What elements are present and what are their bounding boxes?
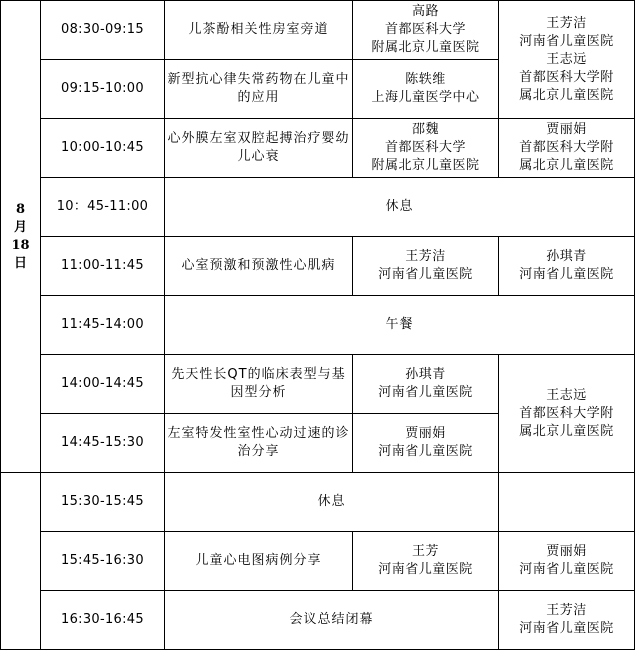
chair-name: 贾丽娟 (546, 544, 587, 559)
schedule-row (1, 119, 635, 178)
chair-affiliation: 首都医科大学附 (519, 140, 614, 155)
speaker-cell (353, 1, 499, 60)
speaker-cell (353, 237, 499, 296)
time-cell: 15:45-16:30 (41, 532, 165, 591)
date-month-number: 8 (15, 201, 26, 217)
chair-affiliation: 属北京儿童医院 (519, 423, 614, 439)
chair-affiliation: 河南省儿童医院 (519, 562, 614, 577)
time-cell: 08:30-09:15 (41, 1, 165, 60)
chair-affiliation: 首都医科大学附 (519, 405, 614, 421)
topic-cell: 先天性长QT的临床表型与基因型分析 (165, 355, 353, 414)
chair-name: 王志远 (546, 51, 587, 67)
date-cell (1, 1, 41, 473)
chair-name: 王芳洁 (546, 603, 587, 618)
break-cell: 休息 (165, 178, 635, 237)
topic-cell: 心室预激和预激性心肌病 (165, 237, 353, 296)
chair-name: 孙琪青 (546, 249, 587, 264)
chair-cell-empty (499, 473, 635, 532)
time-cell: 15:30-15:45 (41, 473, 165, 532)
chair-affiliation: 属北京儿童医院 (519, 158, 614, 173)
chair-name: 王芳洁 (546, 15, 587, 31)
speaker-affiliation: 首都医科大学 (384, 22, 466, 37)
topic-cell: 新型抗心律失常药物在儿童中的应用 (165, 60, 353, 119)
closing-cell: 会议总结闭幕 (165, 591, 499, 650)
schedule-row (1, 591, 635, 650)
chair-cell (499, 1, 635, 119)
schedule-row (1, 532, 635, 591)
date-day-char: 日 (13, 255, 27, 271)
speaker-affiliation: 附属北京儿童医院 (371, 40, 480, 55)
date-month-char: 月 (13, 219, 27, 235)
chair-affiliation: 属北京儿童医院 (519, 87, 614, 103)
schedule-row (1, 355, 635, 414)
chair-name: 贾丽娟 (546, 122, 587, 137)
chair-affiliation: 河南省儿童医院 (519, 621, 614, 636)
break-cell: 休息 (165, 473, 499, 532)
speaker-affiliation: 河南省儿童医院 (378, 562, 473, 577)
topic-cell: 儿童心电图病例分享 (165, 532, 353, 591)
topic-cell: 儿茶酚相关性房室旁道 (165, 1, 353, 60)
break-cell: 午餐 (165, 296, 635, 355)
speaker-name: 王芳 (411, 544, 439, 559)
chair-cell (499, 119, 635, 178)
schedule-row (1, 178, 635, 237)
speaker-affiliation: 首都医科大学 (384, 140, 466, 155)
time-cell: 14:00-14:45 (41, 355, 165, 414)
chair-affiliation: 首都医科大学附 (519, 69, 614, 85)
schedule-row (1, 296, 635, 355)
time-cell: 10:00-10:45 (41, 119, 165, 178)
time-cell: 11:00-11:45 (41, 237, 165, 296)
speaker-name: 孙琪青 (405, 367, 446, 382)
speaker-name: 王芳洁 (405, 249, 446, 264)
chair-cell (499, 591, 635, 650)
chair-cell (499, 532, 635, 591)
topic-cell: 心外膜左室双腔起搏治疗婴幼儿心衰 (165, 119, 353, 178)
schedule-row (1, 473, 635, 532)
speaker-cell (353, 414, 499, 473)
chair-affiliation: 河南省儿童医院 (519, 33, 614, 49)
speaker-affiliation: 附属北京儿童医院 (371, 158, 480, 173)
time-cell: 14:45-15:30 (41, 414, 165, 473)
chair-affiliation: 河南省儿童医院 (519, 267, 614, 282)
schedule-row (1, 1, 635, 60)
speaker-name: 陈轶维 (405, 72, 446, 87)
chair-name: 王志远 (546, 387, 587, 403)
speaker-cell (353, 355, 499, 414)
speaker-cell (353, 60, 499, 119)
speaker-affiliation: 河南省儿童医院 (378, 444, 473, 459)
speaker-cell (353, 532, 499, 591)
speaker-name: 高路 (411, 4, 439, 19)
chair-cell (499, 237, 635, 296)
time-cell: 09:15-10:00 (41, 60, 165, 119)
speaker-cell (353, 119, 499, 178)
chair-cell (499, 355, 635, 473)
time-cell: 10：45-11:00 (41, 178, 165, 237)
date-day-number: 18 (11, 237, 30, 253)
speaker-affiliation: 河南省儿童医院 (378, 267, 473, 282)
time-cell: 16:30-16:45 (41, 591, 165, 650)
speaker-name: 贾丽娟 (405, 426, 446, 441)
speaker-affiliation: 上海儿童医学中心 (371, 90, 480, 105)
speaker-affiliation: 河南省儿童医院 (378, 385, 473, 400)
speaker-name: 邵魏 (411, 122, 439, 137)
topic-cell: 左室特发性室性心动过速的诊治分享 (165, 414, 353, 473)
date-cell-continued (1, 473, 41, 650)
schedule-row (1, 237, 635, 296)
time-cell: 11:45-14:00 (41, 296, 165, 355)
